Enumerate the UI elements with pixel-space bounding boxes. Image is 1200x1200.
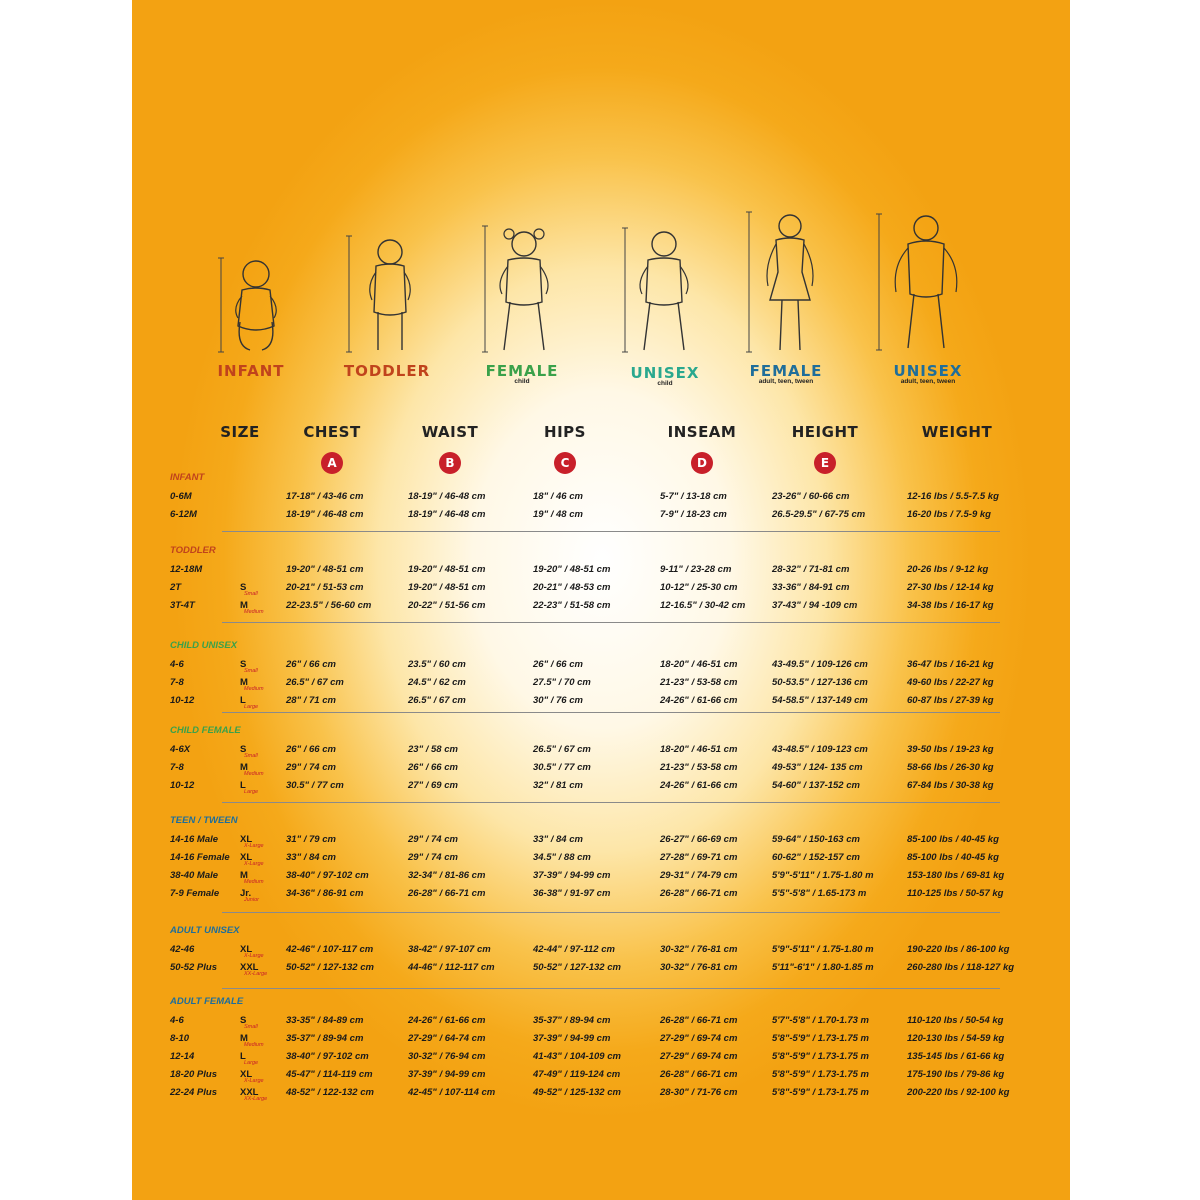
waist-value: 18-19" / 46-48 cm [408,509,486,520]
hips-value: 19-20" / 48-51 cm [533,564,611,575]
inseam-value: 30-32" / 76-81 cm [660,944,738,955]
waist-value: 24.5" / 62 cm [408,677,466,688]
table-row [132,834,1070,852]
size-code: L [240,1051,246,1062]
figure-label-unisex-adult: UNISEX [893,362,963,380]
size-code: XL [240,944,253,955]
infant-body-icon [216,256,286,356]
size-code-name: Small [244,753,258,759]
size-code: XL [240,834,253,845]
figure-sublabel-unisex-adult: adult, teen, tween [900,378,956,385]
weight-value: 110-125 lbs / 50-57 kg [907,888,1004,899]
size-code: M [240,677,248,688]
hips-value: 33" / 84 cm [533,834,583,845]
hips-value: 18" / 46 cm [533,491,583,502]
measure-badge-c: C [554,452,576,474]
figure-sublabel-female-adult: adult, teen, tween [758,378,814,385]
header-chest: CHEST [303,423,361,441]
section-divider [222,912,1000,913]
row-label: 14-16 Male [170,834,219,845]
hips-value: 30.5" / 77 cm [533,762,591,773]
hips-value: 36-38" / 91-97 cm [533,888,611,899]
section-divider [222,531,1000,532]
female-child-figure [480,222,560,356]
weight-value: 39-50 lbs / 19-23 kg [907,744,994,755]
weight-value: 16-20 lbs / 7.5-9 kg [907,509,991,520]
weight-value: 120-130 lbs / 54-59 kg [907,1033,1005,1044]
height-value: 49-53" / 124- 135 cm [772,762,863,773]
hips-value: 20-21" / 48-53 cm [533,582,611,593]
size-code: S [240,582,247,593]
size-chart-poster [132,0,1070,1200]
figure-sublabel-female-child: child [514,378,530,385]
row-label: 12-14 [170,1051,195,1062]
chest-value: 33-35" / 84-89 cm [286,1015,364,1026]
waist-value: 26-28" / 66-71 cm [408,888,486,899]
height-value: 5'7"-5'8" / 1.70-1.73 m [772,1015,869,1026]
table-row [132,962,1070,980]
height-value: 5'8"-5'9" / 1.73-1.75 m [772,1087,869,1098]
inseam-value: 27-29" / 69-74 cm [660,1033,738,1044]
hips-value: 35-37" / 89-94 cm [533,1015,611,1026]
size-code-name: Small [244,668,258,674]
chest-value: 18-19" / 46-48 cm [286,509,364,520]
row-label: 4-6X [170,744,191,755]
chest-value: 26" / 66 cm [286,744,336,755]
header-hips: HIPS [544,423,586,441]
inseam-value: 28-30" / 71-76 cm [660,1087,738,1098]
table-row [132,564,1070,582]
hips-value: 50-52" / 127-132 cm [533,962,621,973]
size-code-name: Large [244,1060,259,1066]
weight-value: 85-100 lbs / 40-45 kg [907,852,999,863]
row-label: 18-20 Plus [170,1069,217,1080]
size-code-name: Large [244,704,259,710]
unisex-child-figure [620,226,700,356]
toddler-figure [344,234,418,356]
size-code: XXL [240,1087,259,1098]
hips-value: 47-49" / 119-124 cm [533,1069,621,1080]
waist-value: 24-26" / 61-66 cm [408,1015,486,1026]
row-label: 38-40 Male [170,870,219,881]
weight-value: 36-47 lbs / 16-21 kg [907,659,994,670]
height-value: 5'9"-5'11" / 1.75-1.80 m [772,870,874,881]
hips-value: 26" / 66 cm [533,659,583,670]
row-label: 8-10 [170,1033,190,1044]
row-label: 50-52 Plus [170,962,217,973]
figure-label-toddler: TODDLER [343,362,431,380]
header-height: HEIGHT [791,423,859,441]
inseam-value: 26-28" / 66-71 cm [660,1015,738,1026]
weight-value: 27-30 lbs / 12-14 kg [907,582,994,593]
inseam-value: 24-26" / 61-66 cm [660,780,738,791]
weight-value: 58-66 lbs / 26-30 kg [907,762,994,773]
measure-badge-d: D [691,452,713,474]
inseam-value: 26-28" / 66-71 cm [660,1069,738,1080]
size-code-name: Small [244,1024,258,1030]
waist-value: 29" / 74 cm [408,834,458,845]
hips-value: 37-39" / 94-99 cm [533,1033,611,1044]
row-label: 2T [170,582,182,593]
waist-value: 30-32" / 76-94 cm [408,1051,486,1062]
weight-value: 67-84 lbs / 30-38 kg [907,780,994,791]
size-code-name: XX-Large [244,971,268,977]
height-value: 50-53.5" / 127-136 cm [772,677,868,688]
waist-value: 32-34" / 81-86 cm [408,870,486,881]
size-code-name: Large [244,789,259,795]
figure-label-unisex-child: UNISEX [630,364,700,382]
table-row [132,1087,1070,1105]
height-value: 43-49.5" / 109-126 cm [772,659,868,670]
chest-value: 28" / 71 cm [286,695,336,706]
table-row [132,677,1070,695]
section-title: TODDLER [170,545,216,556]
height-value: 37-43" / 94 -109 cm [772,600,858,611]
inseam-value: 26-28" / 66-71 cm [660,888,738,899]
measure-badge-e: E [814,452,836,474]
waist-value: 29" / 74 cm [408,852,458,863]
size-code: XXL [240,962,259,973]
row-label: 22-24 Plus [170,1087,217,1098]
height-value: 5'9"-5'11" / 1.75-1.80 m [772,944,874,955]
section-divider [222,988,1000,989]
table-row [132,780,1070,798]
toddler-body-icon [344,234,418,356]
inseam-value: 7-9" / 18-23 cm [660,509,727,520]
table-row [132,491,1070,509]
inseam-value: 30-32" / 76-81 cm [660,962,738,973]
inseam-value: 21-23" / 53-58 cm [660,762,738,773]
waist-value: 26" / 66 cm [408,762,458,773]
height-value: 54-60" / 137-152 cm [772,780,860,791]
table-row [132,1051,1070,1069]
weight-value: 85-100 lbs / 40-45 kg [907,834,999,845]
weight-value: 12-16 lbs / 5.5-7.5 kg [907,491,999,502]
row-label: 7-8 [170,762,184,773]
hips-value: 30" / 76 cm [533,695,583,706]
row-label: 0-6M [170,491,192,502]
row-label: 3T-4T [170,600,195,611]
waist-value: 19-20" / 48-51 cm [408,582,486,593]
table-row [132,762,1070,780]
waist-value: 37-39" / 94-99 cm [408,1069,486,1080]
section-title: ADULT FEMALE [170,996,244,1007]
hips-value: 26.5" / 67 cm [533,744,591,755]
height-value: 5'8"-5'9" / 1.73-1.75 m [772,1069,869,1080]
height-value: 5'8"-5'9" / 1.73-1.75 m [772,1033,869,1044]
size-code-name: XX-Large [244,1096,268,1102]
size-code: M [240,1033,248,1044]
size-code-name: Small [244,591,258,597]
header-weight: WEIGHT [921,423,993,441]
row-label: 4-6 [170,1015,184,1026]
header-waist: WAIST [421,423,479,441]
size-code: Jr. [240,888,252,899]
inseam-value: 5-7" / 13-18 cm [660,491,727,502]
section-title: CHILD UNISEX [170,640,238,651]
size-code-name: X-Large [244,953,264,959]
waist-value: 27-29" / 64-74 cm [408,1033,486,1044]
inseam-value: 21-23" / 53-58 cm [660,677,738,688]
unisex-adult-figure [874,212,964,354]
hips-value: 27.5" / 70 cm [533,677,591,688]
weight-value: 34-38 lbs / 16-17 kg [907,600,994,611]
header-inseam: INSEAM [667,423,737,441]
table-row [132,888,1070,906]
hips-value: 32" / 81 cm [533,780,583,791]
chest-value: 33" / 84 cm [286,852,336,863]
waist-value: 19-20" / 48-51 cm [408,564,486,575]
hips-value: 41-43" / 104-109 cm [533,1051,621,1062]
table-row [132,870,1070,888]
weight-value: 153-180 lbs / 69-81 kg [907,870,1005,881]
row-label: 10-12 [170,780,195,791]
weight-value: 175-190 lbs / 79-86 kg [907,1069,1005,1080]
row-label: 10-12 [170,695,195,706]
infant-figure [216,256,286,356]
size-code: XL [240,1069,253,1080]
section-divider [222,622,1000,623]
inseam-value: 27-29" / 69-74 cm [660,1051,738,1062]
size-code-name: Medium [244,686,264,692]
waist-value: 20-22" / 51-56 cm [408,600,486,611]
row-label: 7-9 Female [170,888,220,899]
unisex-child-body-icon [620,226,700,356]
size-code: L [240,695,246,706]
section-title: ADULT UNISEX [170,925,240,936]
chest-value: 19-20" / 48-51 cm [286,564,364,575]
size-code: S [240,1015,247,1026]
hips-value: 37-39" / 94-99 cm [533,870,611,881]
section-divider [222,712,1000,713]
size-code: S [240,744,247,755]
waist-value: 26.5" / 67 cm [408,695,466,706]
waist-value: 44-46" / 112-117 cm [408,962,495,973]
size-code: M [240,870,248,881]
waist-value: 23.5" / 60 cm [408,659,466,670]
size-code-name: X-Large [244,861,264,867]
hips-value: 42-44" / 97-112 cm [533,944,615,955]
weight-value: 110-120 lbs / 50-54 kg [907,1015,1004,1026]
hips-value: 34.5" / 88 cm [533,852,591,863]
height-value: 54-58.5" / 137-149 cm [772,695,868,706]
height-value: 23-26" / 60-66 cm [772,491,850,502]
section-title: TEEN / TWEEN [170,815,238,826]
size-code: S [240,659,247,670]
inseam-value: 18-20" / 46-51 cm [660,744,738,755]
height-value: 26.5-29.5" / 67-75 cm [772,509,866,520]
chest-value: 34-36" / 86-91 cm [286,888,364,899]
size-code: M [240,762,248,773]
row-label: 14-16 Female [170,852,230,863]
size-code-name: Junior [244,897,259,903]
chest-value: 22-23.5" / 56-60 cm [286,600,372,611]
hips-value: 49-52" / 125-132 cm [533,1087,621,1098]
measure-badge-b: B [439,452,461,474]
inseam-value: 27-28" / 69-71 cm [660,852,738,863]
weight-value: 190-220 lbs / 86-100 kg [907,944,1010,955]
size-code-name: X-Large [244,1078,264,1084]
chest-value: 26" / 66 cm [286,659,336,670]
waist-value: 42-45" / 107-114 cm [408,1087,496,1098]
figure-label-infant: INFANT [217,362,285,380]
unisex-adult-body-icon [874,212,964,354]
inseam-value: 24-26" / 61-66 cm [660,695,738,706]
hips-value: 22-23" / 51-58 cm [533,600,611,611]
section-title: CHILD FEMALE [170,725,241,736]
chest-value: 31" / 79 cm [286,834,336,845]
size-code-name: Medium [244,1042,264,1048]
figure-label-female-child: FEMALE [485,362,559,380]
height-value: 5'11"-6'1" / 1.80-1.85 m [772,962,874,973]
size-code-name: X-Large [244,843,264,849]
chest-value: 38-40" / 97-102 cm [286,1051,369,1062]
table-row [132,582,1070,600]
measure-badge-a: A [321,452,343,474]
row-label: 12-18M [170,564,203,575]
size-code: M [240,600,248,611]
waist-value: 38-42" / 97-107 cm [408,944,491,955]
table-row [132,659,1070,677]
height-value: 60-62" / 152-157 cm [772,852,860,863]
figure-label-female-adult: FEMALE [749,362,823,380]
size-code: XL [240,852,253,863]
section-divider [222,802,1000,803]
inseam-value: 29-31" / 74-79 cm [660,870,738,881]
chest-value: 26.5" / 67 cm [286,677,344,688]
table-row [132,1015,1070,1033]
weight-value: 20-26 lbs / 9-12 kg [907,564,989,575]
weight-value: 49-60 lbs / 22-27 kg [907,677,994,688]
chest-value: 17-18" / 43-46 cm [286,491,364,502]
chest-value: 48-52" / 122-132 cm [286,1087,374,1098]
table-row [132,1033,1070,1051]
table-row [132,695,1070,713]
female-child-body-icon [480,222,560,356]
size-code-name: Medium [244,879,264,885]
weight-value: 260-280 lbs / 118-127 kg [907,962,1015,973]
row-label: 7-8 [170,677,184,688]
chest-value: 50-52" / 127-132 cm [286,962,374,973]
height-value: 43-48.5" / 109-123 cm [772,744,868,755]
chest-value: 29" / 74 cm [286,762,336,773]
header-size: SIZE [220,423,260,441]
inseam-value: 26-27" / 66-69 cm [660,834,738,845]
table-row [132,944,1070,962]
chest-value: 35-37" / 89-94 cm [286,1033,364,1044]
inseam-value: 9-11" / 23-28 cm [660,564,732,575]
figure-sublabel-unisex-child: child [657,380,673,387]
waist-value: 23" / 58 cm [408,744,458,755]
weight-value: 60-87 lbs / 27-39 kg [907,695,994,706]
row-label: 6-12M [170,509,197,520]
table-row [132,1069,1070,1087]
chest-value: 45-47" / 114-119 cm [286,1069,373,1080]
height-value: 33-36" / 84-91 cm [772,582,850,593]
chest-value: 20-21" / 51-53 cm [286,582,364,593]
weight-value: 135-145 lbs / 61-66 kg [907,1051,1005,1062]
size-code: L [240,780,246,791]
height-value: 5'5"-5'8" / 1.65-173 m [772,888,867,899]
size-code-name: Medium [244,609,264,615]
height-value: 5'8"-5'9" / 1.73-1.75 m [772,1051,869,1062]
female-adult-figure [744,210,828,356]
size-code-name: Medium [244,771,264,777]
table-row [132,852,1070,870]
chest-value: 30.5" / 77 cm [286,780,344,791]
hips-value: 19" / 48 cm [533,509,583,520]
waist-value: 27" / 69 cm [408,780,458,791]
inseam-value: 12-16.5" / 30-42 cm [660,600,746,611]
table-row [132,744,1070,762]
row-label: 42-46 [170,944,195,955]
height-value: 59-64" / 150-163 cm [772,834,860,845]
chest-value: 42-46" / 107-117 cm [286,944,374,955]
table-row [132,509,1070,527]
table-row [132,600,1070,618]
row-label: 4-6 [170,659,184,670]
weight-value: 200-220 lbs / 92-100 kg [907,1087,1010,1098]
inseam-value: 18-20" / 46-51 cm [660,659,738,670]
female-adult-body-icon [744,210,828,356]
section-title: INFANT [170,472,205,483]
inseam-value: 10-12" / 25-30 cm [660,582,738,593]
waist-value: 18-19" / 46-48 cm [408,491,486,502]
height-value: 28-32" / 71-81 cm [772,564,850,575]
chest-value: 38-40" / 97-102 cm [286,870,369,881]
